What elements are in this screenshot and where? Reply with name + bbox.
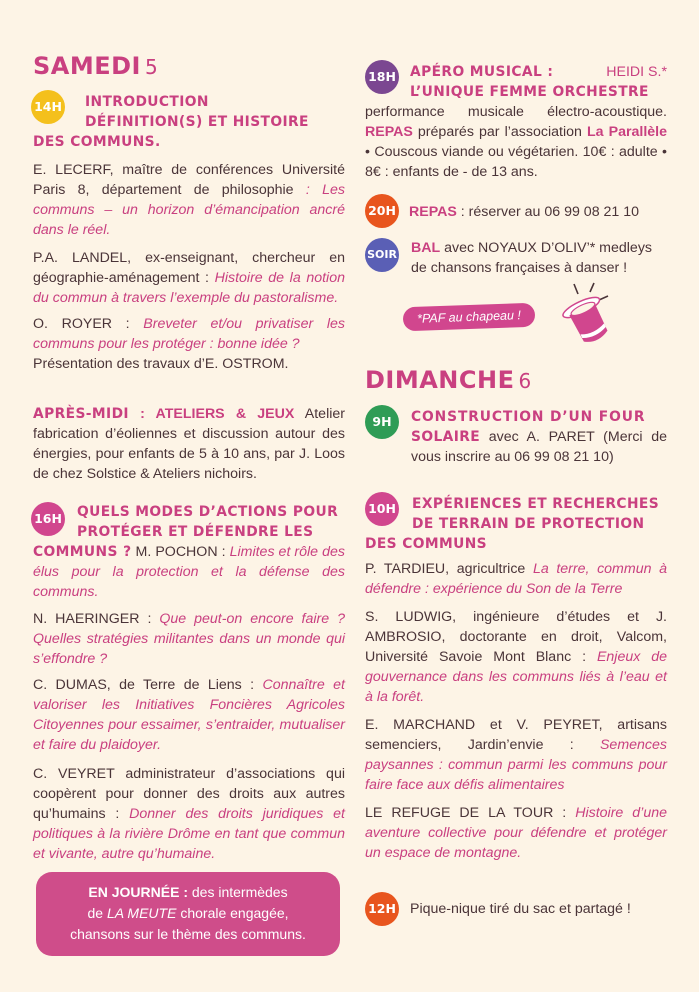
speaker-text: C. DUMAS, de Terre de Liens : <box>33 677 255 693</box>
speaker-text: S. LUDWIG, ingénieure d’études et J. AMBROSIO, doctorante en droit, Valcom, Université Savoie Mont Blanc : <box>365 609 667 665</box>
apres-midi-text: Atelier fabrication d’éoliennes et discussion autour des énergies, pour enfants de 5 à 10 ans, par J. Loos de chez Solstice & Ateliers nichoirs. <box>33 406 345 482</box>
badge-label: 18H <box>368 69 396 84</box>
talk-title: Enjeux de gouvernance dans les communs liés à l’eau et à la forêt. <box>365 649 667 705</box>
speaker-text: N. HAERINGER : <box>33 611 152 627</box>
hat-icon <box>558 282 628 352</box>
bal-text: avec NOYAUX D’OLIV’* medleys de chansons françaises à danser ! <box>411 240 653 276</box>
session-heading-line <box>365 62 667 82</box>
talk-title: Semences paysannes : commun parmi les communs pour faire face aux défis alimentaires <box>365 737 667 793</box>
time-badge-soir <box>365 238 399 272</box>
session-heading-line: INTRODUCTION <box>85 94 209 110</box>
session-description <box>365 102 667 182</box>
badge-label: 12H <box>368 901 396 916</box>
session-heading-line: DE TERRAIN DE PROTECTION <box>412 516 645 532</box>
talk-title: Limites et rôle des élus pour la protection et la défense des communs. <box>33 544 345 600</box>
heading-text: SOLAIRE <box>411 429 481 445</box>
description-text: performance musicale électro-acoustique. <box>365 104 667 120</box>
session-text: Pique-nique tiré du sac et partagé ! <box>410 901 631 917</box>
session-text: avec A. PARET (Merci de vous inscrire au 06 99 08 21 10) <box>411 429 667 465</box>
session-9h <box>365 407 667 467</box>
bal-label: BAL <box>411 240 441 256</box>
speaker-text: Présentation des travaux d’E. OSTROM. <box>33 356 289 372</box>
journee-group-name: LA MEUTE <box>106 905 177 921</box>
description-text: préparés par l’association <box>417 124 582 140</box>
reservation-text: : réserver au 06 99 08 21 10 <box>460 204 640 220</box>
badge-label: 9H <box>372 414 392 429</box>
speaker-veyret <box>33 764 345 864</box>
day-name: DIMANCHE <box>365 366 515 394</box>
description-text: • Couscous viande ou végétarien. 10€ : adulte • 8€ : enfants de - de 13 ans. <box>365 144 667 180</box>
session-heading-line: EXPÉRIENCES ET RECHERCHES <box>412 496 660 512</box>
talk-title: Breveter et/ou privatiser les communs pour les protéger : bonne idée ? <box>33 316 345 352</box>
session-12h <box>410 899 667 919</box>
speaker-landel <box>33 248 345 308</box>
session-10h <box>365 494 667 863</box>
day-number: 5 <box>145 55 159 79</box>
repas-label: REPAS <box>365 124 413 140</box>
asso-name: La Parallèle <box>586 124 667 140</box>
talk-title: : Les communs – un horizon d’émancipation ancré dans le réel. <box>33 182 345 238</box>
time-badge-20h <box>365 194 399 228</box>
session-heading-line: CONSTRUCTION D’UN FOUR <box>411 409 646 425</box>
talk-title: Que peut-on encore faire ? Quelles stratégies militantes dans un monde qui s’effondre ? <box>33 611 345 667</box>
speaker-marchand <box>365 715 667 795</box>
heading-text: APÉRO MUSICAL : <box>410 64 554 80</box>
saturday-title <box>33 52 158 80</box>
speaker-text: E. LECERF, maître de conférences Université Paris 8, département de philosophie <box>33 162 345 198</box>
talk-title: Histoire d’une aventure collective pour défendre et protéger un espace de montagne. <box>365 805 667 861</box>
journee-box <box>36 872 340 956</box>
session-heading-line: DES COMMUNS <box>365 536 488 552</box>
journee-text: des intermèdes <box>191 884 288 900</box>
speaker-text: P.A. LANDEL, ex-enseignant, chercheur en géographie-aménagement : <box>33 250 345 286</box>
speaker-tardieu <box>365 559 667 599</box>
day-number: 6 <box>518 369 532 393</box>
session-20h <box>409 202 667 222</box>
speaker-haeringer <box>33 609 345 669</box>
speaker-lecerf <box>33 160 345 240</box>
talk-title: Connaître et valoriser les Initiatives Foncières Agricoles Citoyennes pour essaimer, s’entraider, mutualiser et faire du plaidoyer. <box>33 677 345 753</box>
journee-text: chorale engagée, <box>180 905 289 921</box>
session-heading-line: DÉFINITION(S) ET HISTOIRE <box>85 114 309 130</box>
repas-label: REPAS <box>409 204 457 220</box>
journee-label: EN JOURNÉE : <box>88 884 188 900</box>
time-badge-12h <box>365 892 399 926</box>
session-heading-line: DES COMMUNS. <box>33 134 161 150</box>
badge-label: 10H <box>368 501 396 516</box>
badge-label: 20H <box>368 203 396 218</box>
paf-tag: *PAF au chapeau ! <box>403 303 536 332</box>
apres-midi-label: APRÈS-MIDI <box>33 406 129 422</box>
speaker-text: C. VEYRET administrateur d’associations qui coopèrent pour donner des droits aux autres qu’humains : <box>33 766 345 822</box>
speaker-text: LE REFUGE DE LA TOUR : <box>365 805 567 821</box>
session-soir <box>411 238 667 278</box>
badge-label: 14H <box>34 99 62 114</box>
badge-label: SOIR <box>367 248 397 261</box>
speaker-text: M. POCHON : <box>135 544 226 560</box>
speaker-text: E. MARCHAND et V. PEYRET, artisans semenciers, Jardin’envie : <box>365 717 667 753</box>
session-18h <box>365 62 667 182</box>
session-heading-line: PROTÉGER ET DÉFENDRE LES <box>77 524 314 540</box>
artist-name: HEIDI S.* <box>606 64 667 80</box>
speaker-text: P. TARDIEU, agricultrice <box>365 561 526 577</box>
talk-title: Donner des droits juridiques et politiques à la rivière Drôme en tant que commun et vivante, autre qu’humaine. <box>33 806 345 862</box>
talk-title: La terre, commun à défendre : expérience du Son de la Terre <box>365 561 667 597</box>
speaker-refuge <box>365 803 667 863</box>
session-heading-line: QUELS MODES D’ACTIONS POUR <box>77 504 339 520</box>
journee-text: chansons sur le thème des communs. <box>70 926 306 942</box>
badge-label: 16H <box>34 511 62 526</box>
day-name: SAMEDI <box>33 52 141 80</box>
talk-title: Histoire de la notion du commun à travers l’exemple du pastoralisme. <box>33 270 345 306</box>
speaker-royer <box>33 314 345 374</box>
session-heading-line: L’UNIQUE FEMME ORCHESTRE <box>410 84 649 100</box>
apres-midi-sub: : ATELIERS & JEUX <box>140 406 295 422</box>
speaker-dumas <box>33 675 345 755</box>
sunday-title <box>365 366 532 394</box>
speaker-text: O. ROYER : <box>33 316 130 332</box>
session-heading-line: COMMUNS ? <box>33 544 132 560</box>
journee-text: de <box>87 905 104 921</box>
session-14h <box>33 92 345 374</box>
speaker-ludwig <box>365 607 667 707</box>
session-apres-midi <box>33 404 345 484</box>
session-16h <box>33 502 345 864</box>
